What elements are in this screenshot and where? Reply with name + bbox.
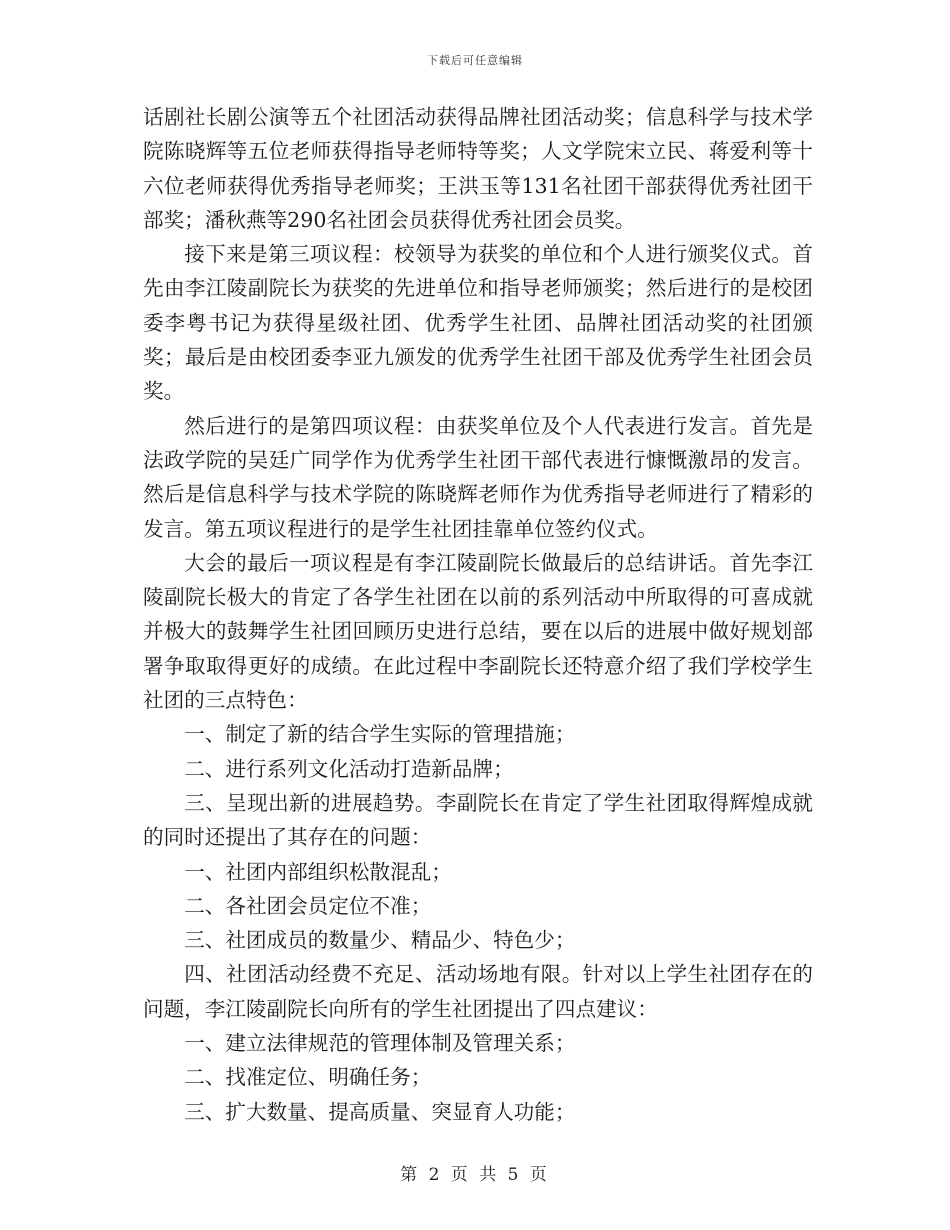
list-item-feature-1: 一、制定了新的结合学生实际的管理措施； [184, 722, 576, 747]
page-number: 第 2 页 共 5 页 [400, 1165, 550, 1185]
document-body [143, 100, 813, 1129]
paragraph-awards-list: 话剧社长剧公演等五个社团活动获得品牌社团活动奖；信息科学与技术学院陈晓辉等五位老师获得指导老师特等奖；人文学院宋立民、蒋爱利等十六位老师获得优秀指导老师奖；王洪玉等131名社团干部获得优秀社团干部奖；潘秋燕等290名社团会员获得优秀社团会员奖。 [143, 105, 813, 232]
paragraph-fourth-agenda: 然后进行的是第四项议程：由获奖单位及个人代表进行发言。首先是法政学院的吴廷广同学作为优秀学生社团干部代表进行慷慨激昂的发言。然后是信息科学与技术学院的陈晓辉老师作为优秀指导老师进行了精彩的发言。第五项议程进行的是学生社团挂靠单位签约仪式。 [143, 413, 813, 541]
page-header-note: 下载后可任意编辑 [427, 54, 523, 67]
list-item-problem-2: 二、各社团会员定位不准； [184, 893, 432, 918]
list-item-feature-3: 三、呈现出新的进展趋势。李副院长在肯定了学生社团取得辉煌成就的同时还提出了其存在的问题： [143, 790, 813, 850]
list-item-problem-1: 一、社团内部组织松散混乱； [184, 859, 452, 884]
list-item-problem-4: 四、社团活动经费不充足、活动场地有限。针对以上学生社团存在的问题，李江陵副院长向所有的学生社团提出了四点建议： [143, 962, 813, 1021]
list-item-suggestion-3: 三、扩大数量、提高质量、突显育人功能； [184, 1099, 576, 1124]
list-item-suggestion-1: 一、建立法律规范的管理体制及管理关系； [184, 1031, 576, 1056]
list-item-problem-3: 三、社团成员的数量少、精品少、特色少； [184, 928, 576, 953]
paragraph-final-agenda: 大会的最后一项议程是有李江陵副院长做最后的总结讲话。首先李江陵副院长极大的肯定了各学生社团在以前的系列活动中所取得的可喜成就并极大的鼓舞学生社团回顾历史进行总结，要在以后的进展中做好规划部署争取取得更好的成绩。在此过程中李副院长还特意介绍了我们学校学生社团的三点特色： [143, 550, 813, 713]
list-item-suggestion-2: 二、找准定位、明确任务； [184, 1065, 432, 1090]
list-item-feature-2: 二、进行系列文化活动打造新品牌； [184, 756, 514, 781]
paragraph-third-agenda: 接下来是第三项议程：校领导为获奖的单位和个人进行颁奖仪式。首先由李江陵副院长为获奖的先进单位和指导老师颁奖；然后进行的是校团委李粤书记为获得星级社团、优秀学生社团、品牌社团活动奖的社团颁奖；最后是由校团委李亚九颁发的优秀学生社团干部及优秀学生社团会员奖。 [143, 242, 813, 404]
